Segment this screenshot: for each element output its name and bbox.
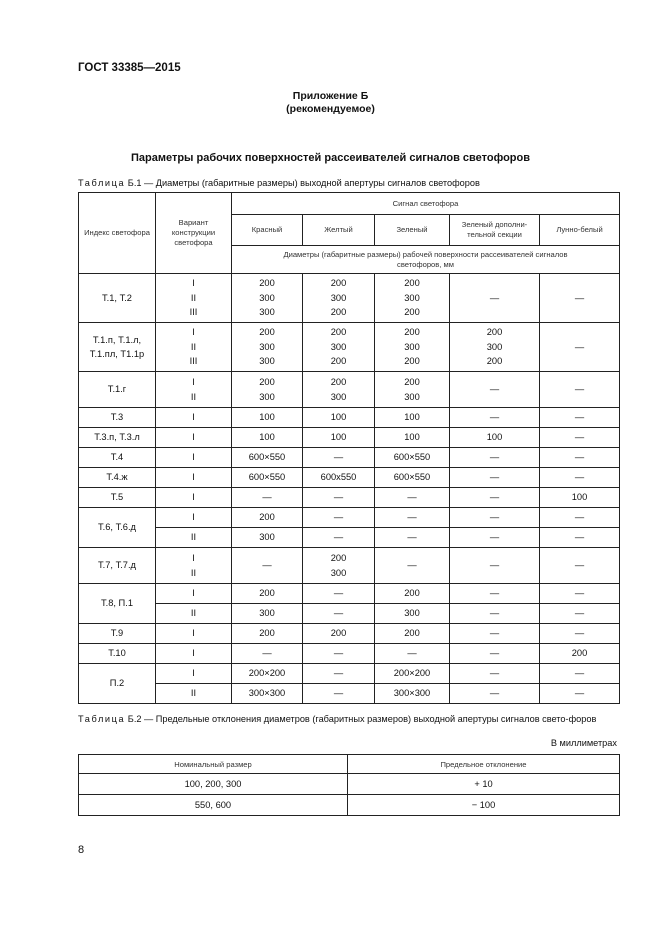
lunar-white-cell (540, 584, 620, 604)
header-signal: Сигнал светофора (232, 193, 620, 215)
caption-prefix: Таблица (78, 714, 126, 724)
lunar-white-cell (540, 548, 620, 584)
cell-value: 100 (571, 492, 588, 503)
red-cell (232, 408, 303, 428)
cell-value: 200 (404, 278, 420, 289)
cell-value: 200 (330, 307, 347, 318)
variant-cell (156, 468, 232, 488)
cell-value: II (190, 391, 197, 402)
cell-value: II (190, 341, 197, 352)
index-cell: Т.4 (79, 448, 156, 468)
cell-value: 300 (259, 608, 275, 619)
cell-value: 100 (404, 412, 420, 423)
cell-value: 200×200 (393, 668, 431, 679)
cell-value: — (574, 668, 585, 679)
caption-text: Б.1 — Диаметры (габаритные размеры) выходной апертуры сигналов светофоров (125, 178, 480, 188)
index-cell: Т.1, Т.2 (79, 274, 156, 323)
cell-value: — (489, 608, 500, 619)
cell-value: — (574, 384, 585, 395)
table-apertures (78, 192, 620, 704)
lunar-white-cell (540, 624, 620, 644)
tolerance-cell: + 10 (348, 774, 620, 795)
cell-value: — (489, 292, 500, 303)
cell-value: — (489, 512, 500, 523)
green-cell (375, 372, 450, 408)
cell-value: I (192, 588, 195, 599)
cell-value: — (574, 432, 585, 443)
red-cell (232, 488, 303, 508)
green-cell (375, 488, 450, 508)
cell-value: I (192, 628, 195, 639)
cell-value: 300 (259, 391, 275, 402)
cell-value: 100 (330, 432, 347, 443)
cell-value: 100 (486, 432, 503, 443)
page-number: 8 (78, 844, 85, 856)
cell-value: — (333, 648, 344, 659)
table-row (79, 774, 620, 795)
table-row (79, 448, 620, 468)
cell-value: — (574, 532, 585, 543)
green-extra-cell (450, 528, 540, 548)
green-extra-cell (450, 323, 540, 372)
lunar-white-cell (540, 644, 620, 664)
lunar-white-cell (540, 323, 620, 372)
header-units: Диаметры (габаритные размеры) рабочей поверхности рассеивателей сигналов светофоров, мм (232, 246, 620, 274)
green-cell (375, 323, 450, 372)
green-cell (375, 624, 450, 644)
yellow-cell (303, 323, 375, 372)
variant-cell (156, 508, 232, 528)
green-cell (375, 664, 450, 684)
variant-cell (156, 644, 232, 664)
cell-value: I (192, 512, 195, 523)
cell-value: — (333, 668, 344, 679)
green-cell (375, 604, 450, 624)
cell-value: 300 (404, 391, 420, 402)
cell-value: 200×200 (248, 668, 286, 679)
green-extra-cell (450, 428, 540, 448)
cell-value: — (407, 532, 417, 543)
table-row (79, 624, 620, 644)
yellow-cell (303, 584, 375, 604)
cell-value: — (489, 492, 500, 503)
cell-value: — (333, 608, 344, 619)
red-cell (232, 528, 303, 548)
table-row (79, 274, 620, 323)
cell-value: 300×300 (248, 688, 286, 699)
cell-value: — (574, 560, 585, 571)
yellow-cell (303, 468, 375, 488)
lunar-white-cell (540, 468, 620, 488)
cell-value: 200 (404, 356, 420, 367)
yellow-cell (303, 528, 375, 548)
index-cell: Т.10 (79, 644, 156, 664)
variant-cell (156, 664, 232, 684)
table-row (79, 644, 620, 664)
green-cell (375, 584, 450, 604)
red-cell (232, 508, 303, 528)
cell-value: — (489, 688, 500, 699)
yellow-cell (303, 548, 375, 584)
green-extra-cell (450, 664, 540, 684)
red-cell (232, 274, 303, 323)
table2-caption (78, 713, 623, 726)
lunar-white-cell (540, 428, 620, 448)
cell-value: II (190, 567, 197, 578)
lunar-white-cell (540, 448, 620, 468)
cell-value: II (190, 292, 197, 303)
index-cell: Т.7, Т.7.д (79, 548, 156, 584)
cell-value: 300 (259, 341, 275, 352)
cell-value: — (489, 588, 500, 599)
index-cell: Т.6, Т.6.д (79, 508, 156, 548)
cell-value: 600×550 (248, 452, 286, 463)
index-cell: Т.3.п, Т.3.л (79, 428, 156, 448)
cell-value: II (190, 688, 197, 699)
appendix-subtitle: (рекомендуемое) (286, 103, 375, 115)
cell-value: 300 (259, 307, 275, 318)
table1-caption (78, 177, 623, 190)
lunar-white-cell (540, 664, 620, 684)
table-row (79, 408, 620, 428)
tolerance-cell: − 100 (348, 795, 620, 816)
green-extra-cell (450, 468, 540, 488)
green-extra-cell (450, 684, 540, 704)
table-row (79, 548, 620, 584)
red-cell (232, 624, 303, 644)
cell-value: — (574, 472, 585, 483)
cell-value: — (262, 648, 272, 659)
green-cell (375, 548, 450, 584)
table-row (79, 664, 620, 684)
variant-cell (156, 548, 232, 584)
cell-value: — (333, 532, 344, 543)
cell-value: 200 (330, 278, 347, 289)
table-tolerances (78, 754, 620, 816)
cell-value: 100 (404, 432, 420, 443)
cell-value: 600×550 (393, 452, 431, 463)
caption-prefix: Таблица (78, 178, 126, 188)
cell-value: 200 (330, 377, 347, 387)
green-cell (375, 528, 450, 548)
cell-value: 200 (330, 553, 347, 563)
nominal-cell: 100, 200, 300 (79, 774, 348, 795)
appendix-heading (0, 90, 661, 116)
yellow-cell (303, 508, 375, 528)
header-index: Индекс светофора (79, 193, 156, 274)
cell-value: — (574, 512, 585, 523)
table-row (79, 795, 620, 816)
red-cell (232, 323, 303, 372)
variant-cell (156, 428, 232, 448)
table-row (79, 372, 620, 408)
green-extra-cell (450, 448, 540, 468)
table-row (79, 508, 620, 528)
green-extra-cell (450, 408, 540, 428)
green-cell (375, 274, 450, 323)
green-cell (375, 468, 450, 488)
cell-value: — (489, 628, 500, 639)
green-cell (375, 684, 450, 704)
green-extra-cell (450, 604, 540, 624)
cell-value: — (574, 628, 585, 639)
standard-header: ГОСТ 33385—2015 (78, 62, 181, 74)
green-extra-cell (450, 372, 540, 408)
table-row (79, 468, 620, 488)
caption-text: Б.2 — Предельные отклонения диаметров (габаритных размеров) выходной апертуры сигналов свето-форов (125, 714, 597, 724)
yellow-cell (303, 624, 375, 644)
red-cell (232, 448, 303, 468)
header-green-extra: Зеленый дополни-тельной секции (450, 215, 540, 246)
cell-value: — (574, 292, 585, 303)
red-cell (232, 684, 303, 704)
index-cell: Т.5 (79, 488, 156, 508)
nominal-cell: 550, 600 (79, 795, 348, 816)
cell-value: — (407, 648, 417, 659)
cell-value: 300 (330, 341, 347, 352)
yellow-cell (303, 274, 375, 323)
cell-value: III (189, 356, 198, 367)
cell-value: III (189, 307, 198, 318)
cell-value: I (192, 452, 195, 463)
red-cell (232, 644, 303, 664)
green-extra-cell (450, 548, 540, 584)
cell-value: — (489, 452, 500, 463)
cell-value: I (192, 648, 195, 659)
cell-value: 100 (259, 432, 275, 443)
cell-value: I (192, 668, 195, 679)
cell-value: 200 (259, 512, 275, 523)
cell-value: — (407, 512, 417, 523)
table-row (79, 684, 620, 704)
variant-cell (156, 604, 232, 624)
cell-value: 200 (404, 377, 420, 387)
cell-value: — (574, 341, 585, 352)
lunar-white-cell (540, 528, 620, 548)
index-cell: Т.1.г (79, 372, 156, 408)
index-cell: Т.8, П.1 (79, 584, 156, 624)
cell-value: 200 (330, 628, 347, 639)
cell-value: — (262, 492, 272, 503)
red-cell (232, 428, 303, 448)
cell-value: — (407, 492, 417, 503)
cell-value: — (574, 588, 585, 599)
header-green: Зеленый (375, 215, 450, 246)
variant-cell (156, 372, 232, 408)
header-variant: Вариант конструкции светофора (156, 193, 232, 274)
cell-value: 300 (330, 292, 347, 303)
header-nominal: Номинальный размер (79, 755, 348, 774)
green-cell (375, 448, 450, 468)
cell-value: I (192, 327, 195, 338)
index-cell: Т.1.п, Т.1.л, Т.1.пл, Т1.1р (79, 323, 156, 372)
green-extra-cell (450, 584, 540, 604)
table-row (79, 323, 620, 372)
lunar-white-cell (540, 274, 620, 323)
cell-value: 300 (486, 341, 503, 352)
cell-value: 200 (330, 356, 347, 367)
cell-value: 300 (259, 356, 275, 367)
green-extra-cell (450, 508, 540, 528)
cell-value: 300×300 (393, 688, 431, 699)
lunar-white-cell (540, 684, 620, 704)
cell-value: 300 (404, 341, 420, 352)
cell-value: 200 (486, 356, 503, 367)
cell-value: I (192, 492, 195, 503)
yellow-cell (303, 644, 375, 664)
units-note: В миллиметрах (550, 738, 617, 748)
cell-value: — (333, 452, 344, 463)
cell-value: 200 (259, 377, 275, 387)
cell-value: — (489, 668, 500, 679)
yellow-cell (303, 372, 375, 408)
cell-value: 200 (404, 588, 420, 599)
index-cell: Т.4.ж (79, 468, 156, 488)
cell-value: 600×550 (393, 472, 431, 483)
green-extra-cell (450, 488, 540, 508)
cell-value: 200 (259, 327, 275, 338)
header-red: Красный (232, 215, 303, 246)
variant-cell (156, 274, 232, 323)
cell-value: I (192, 432, 195, 443)
lunar-white-cell (540, 508, 620, 528)
index-cell: П.2 (79, 664, 156, 704)
cell-value: 200 (259, 588, 275, 599)
variant-cell (156, 448, 232, 468)
yellow-cell (303, 684, 375, 704)
cell-value: 200 (404, 327, 420, 338)
green-cell (375, 428, 450, 448)
cell-value: 300 (259, 532, 275, 543)
table-row (79, 428, 620, 448)
cell-value: I (192, 278, 195, 289)
cell-value: 200 (404, 307, 420, 318)
header-tolerance: Предельное отклонение (348, 755, 620, 774)
cell-value: — (574, 688, 585, 699)
cell-value: 200 (259, 628, 275, 639)
cell-value: — (333, 688, 344, 699)
table-row (79, 488, 620, 508)
cell-value: II (190, 532, 197, 543)
cell-value: 100 (330, 412, 347, 423)
cell-value: 300 (259, 292, 275, 303)
cell-value: I (192, 553, 195, 563)
red-cell (232, 584, 303, 604)
green-cell (375, 644, 450, 664)
cell-value: — (333, 492, 344, 503)
cell-value: — (489, 648, 500, 659)
yellow-cell (303, 408, 375, 428)
red-cell (232, 548, 303, 584)
index-cell: Т.3 (79, 408, 156, 428)
cell-value: 200 (330, 327, 347, 338)
cell-value: 200 (259, 278, 275, 289)
cell-value: — (574, 452, 585, 463)
variant-cell (156, 528, 232, 548)
cell-value: 300 (330, 391, 347, 402)
cell-value: — (489, 384, 500, 395)
cell-value: 300 (404, 292, 420, 303)
cell-value: — (333, 512, 344, 523)
cell-value: 200 (571, 648, 588, 659)
cell-value: I (192, 377, 195, 387)
lunar-white-cell (540, 408, 620, 428)
cell-value: — (574, 608, 585, 619)
red-cell (232, 468, 303, 488)
cell-value: 600x550 (320, 472, 357, 483)
variant-cell (156, 584, 232, 604)
lunar-white-cell (540, 488, 620, 508)
green-extra-cell (450, 274, 540, 323)
cell-value: — (333, 588, 344, 599)
cell-value: — (489, 472, 500, 483)
cell-value: I (192, 412, 195, 423)
cell-value: 200 (404, 628, 420, 639)
header-yellow: Желтый (303, 215, 375, 246)
yellow-cell (303, 428, 375, 448)
main-title: Параметры рабочих поверхностей рассеивателей сигналов светофоров (130, 152, 531, 164)
cell-value: 100 (259, 412, 275, 423)
cell-value: 200 (486, 327, 503, 338)
cell-value: 300 (404, 608, 420, 619)
variant-cell (156, 408, 232, 428)
green-cell (375, 508, 450, 528)
index-cell: Т.9 (79, 624, 156, 644)
cell-value: I (192, 472, 195, 483)
green-extra-cell (450, 624, 540, 644)
yellow-cell (303, 448, 375, 468)
variant-cell (156, 488, 232, 508)
table-row (79, 528, 620, 548)
variant-cell (156, 684, 232, 704)
cell-value: 600×550 (248, 472, 286, 483)
header-lunar-white: Лунно-белый (540, 215, 620, 246)
cell-value: — (489, 560, 500, 571)
cell-value: II (190, 608, 197, 619)
table-row (79, 584, 620, 604)
yellow-cell (303, 664, 375, 684)
yellow-cell (303, 604, 375, 624)
green-extra-cell (450, 644, 540, 664)
red-cell (232, 604, 303, 624)
lunar-white-cell (540, 372, 620, 408)
cell-value: — (489, 412, 500, 423)
table-row (79, 604, 620, 624)
cell-value: 300 (330, 567, 347, 578)
red-cell (232, 372, 303, 408)
cell-value: — (574, 412, 585, 423)
appendix-title: Приложение Б (292, 90, 369, 102)
variant-cell (156, 624, 232, 644)
variant-cell (156, 323, 232, 372)
cell-value: — (262, 560, 272, 571)
cell-value: — (407, 560, 417, 571)
green-cell (375, 408, 450, 428)
yellow-cell (303, 488, 375, 508)
red-cell (232, 664, 303, 684)
cell-value: — (489, 532, 500, 543)
lunar-white-cell (540, 604, 620, 624)
